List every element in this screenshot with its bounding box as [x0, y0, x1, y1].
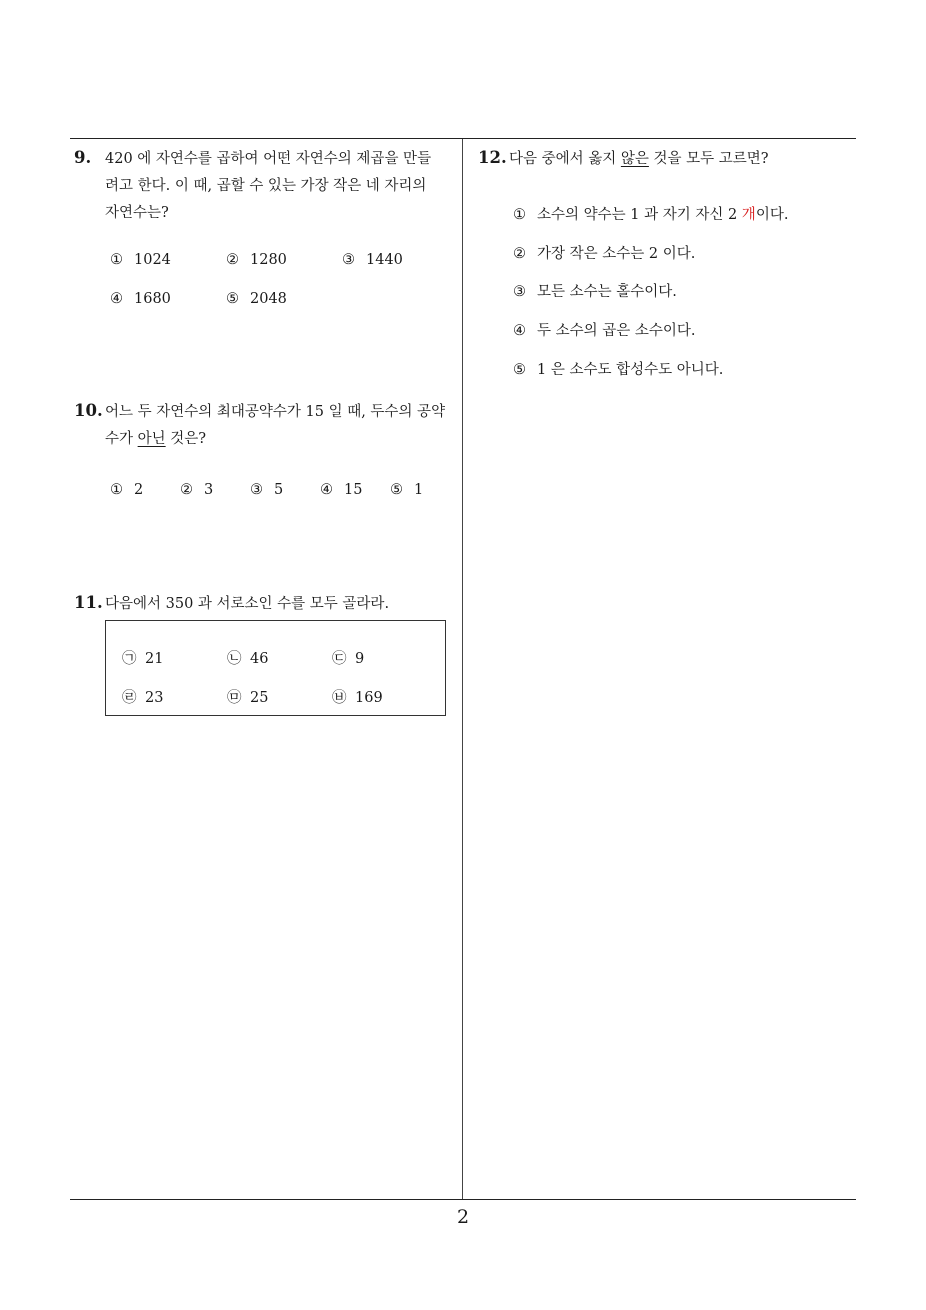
choice-text: 15: [344, 482, 363, 498]
underlined-keyword: 않은: [620, 151, 649, 167]
choice-1[interactable]: [513, 203, 788, 224]
question-text: 다음에서 350 과 서로소인 수를 모두 골라라.: [105, 596, 390, 612]
question-9: [74, 148, 459, 318]
choice-mark: ②: [180, 482, 193, 498]
choice-mark: ④: [320, 482, 333, 498]
choice-mark: ④: [513, 323, 526, 339]
item-mark: ㉤: [227, 690, 242, 706]
choice-mark: ①: [513, 207, 526, 223]
choice-5[interactable]: [513, 358, 723, 379]
choice-5[interactable]: [390, 482, 423, 498]
choice-1[interactable]: [110, 252, 171, 268]
choice-mark: ⑤: [226, 291, 239, 307]
choice-mark: ①: [110, 252, 123, 268]
choice-3[interactable]: [513, 280, 677, 301]
question-text-line: 려고 한다. 이 때, 곱할 수 있는 가장 작은 네 자리의: [105, 178, 427, 194]
item-text: 21: [145, 651, 164, 667]
choice-text: 가장 작은 소수는 2 이다.: [537, 246, 696, 262]
box-item: [227, 647, 268, 668]
question-text: 다음 중에서 옳지 않은 것을 모두 고르면?: [509, 151, 769, 167]
choice-3[interactable]: [342, 252, 403, 268]
choice-2[interactable]: [226, 252, 287, 268]
question-text: [105, 399, 461, 453]
bottom-rule: [70, 1199, 856, 1200]
question-number: 12.: [478, 148, 507, 167]
choice-text: 1024: [134, 252, 171, 268]
underlined-keyword: 아닌: [137, 431, 166, 447]
choice-mark: ④: [110, 291, 123, 307]
choice-text: 1: [414, 482, 424, 498]
choice-text: 1680: [134, 291, 171, 307]
question-number: 10.: [74, 401, 103, 420]
choice-1[interactable]: [110, 482, 143, 498]
item-mark: ㉠: [122, 651, 137, 667]
choice-text: 두 소수의 곱은 소수이다.: [537, 323, 696, 339]
choice-mark: ③: [250, 482, 263, 498]
choice-text: 5: [274, 482, 284, 498]
choice-4[interactable]: [320, 482, 362, 498]
choice-mark: ⑤: [390, 482, 403, 498]
choice-text: 소수의 약수는 1 과 자기 자신 2 개이다.: [537, 207, 789, 223]
question-text-line: 수가 아닌 것은?: [105, 431, 207, 447]
item-mark: ㉥: [332, 690, 347, 706]
choice-text: 2048: [250, 291, 287, 307]
question-text-line: 자연수는?: [105, 205, 169, 221]
choice-mark: ⑤: [513, 362, 526, 378]
box-item: [332, 686, 383, 707]
choice-mark: ①: [110, 482, 123, 498]
item-mark: ㉣: [122, 690, 137, 706]
choice-mark: ③: [342, 252, 355, 268]
question-text-line: 어느 두 자연수의 최대공약수가 15 일 때, 두수의 공약: [105, 404, 446, 420]
box-item: [332, 647, 364, 668]
choice-mark: ③: [513, 284, 526, 300]
choice-text: 2: [134, 482, 144, 498]
choice-4[interactable]: [513, 319, 696, 340]
question-number: 9.: [74, 148, 92, 167]
choice-2[interactable]: [513, 242, 695, 263]
choice-3[interactable]: [250, 482, 283, 498]
question-10: [74, 401, 459, 511]
item-text: 46: [250, 651, 269, 667]
box-item: [227, 686, 268, 707]
question-text: [105, 146, 461, 227]
item-mark: ㉡: [227, 651, 242, 667]
choice-4[interactable]: [110, 291, 171, 307]
answer-box: [105, 620, 446, 716]
choice-2[interactable]: [180, 482, 213, 498]
choice-mark: ②: [226, 252, 239, 268]
choice-text: 모든 소수는 홀수이다.: [537, 284, 677, 300]
choice-text: 3: [204, 482, 214, 498]
item-text: 9: [355, 651, 365, 667]
question-text-line: 420 에 자연수를 곱하여 어떤 자연수의 제곱을 만들: [105, 151, 432, 167]
item-text: 169: [355, 690, 383, 706]
question-12: [478, 148, 848, 388]
box-item: [122, 686, 163, 707]
choice-5[interactable]: [226, 291, 287, 307]
highlighted-word: 개: [741, 207, 756, 223]
choice-text: 1440: [366, 252, 403, 268]
item-mark: ㉢: [332, 651, 347, 667]
choice-text: 1 은 소수도 합성수도 아니다.: [537, 362, 724, 378]
box-item: [122, 647, 163, 668]
question-number: 11.: [74, 593, 103, 612]
choice-text: 1280: [250, 252, 287, 268]
page-number: 2: [456, 1206, 470, 1228]
item-text: 23: [145, 690, 164, 706]
item-text: 25: [250, 690, 269, 706]
top-rule: [70, 138, 856, 139]
choice-mark: ②: [513, 246, 526, 262]
column-divider: [462, 139, 463, 1200]
